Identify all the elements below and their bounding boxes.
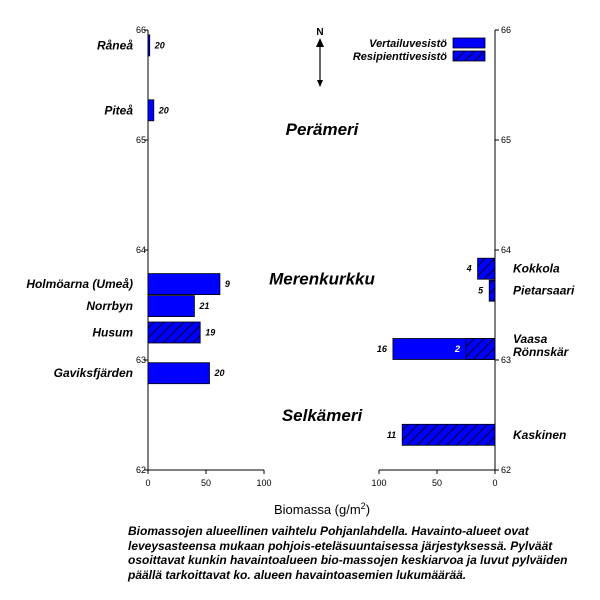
legend-swatch bbox=[453, 38, 485, 48]
left-x-tick-label: 50 bbox=[200, 478, 212, 488]
bar-right bbox=[489, 280, 495, 301]
bar-right bbox=[466, 339, 495, 360]
site-label: Holmöarna (Umeå) bbox=[26, 277, 133, 292]
site-label: Norrbyn bbox=[86, 299, 133, 314]
north-arrow-label: N bbox=[316, 27, 324, 38]
bar-count-label: 2 bbox=[454, 344, 460, 354]
x-axis-label-end: ) bbox=[365, 502, 371, 517]
legend-label: Resipienttivesistö bbox=[352, 51, 447, 63]
right-y-tick-label: 66 bbox=[501, 25, 512, 35]
x-axis-label bbox=[274, 501, 370, 517]
bar-right bbox=[402, 424, 495, 445]
left-y-tick-label: 66 bbox=[135, 25, 146, 35]
right-y-tick-label: 63 bbox=[501, 355, 512, 365]
site-label: Vaasa bbox=[513, 332, 548, 346]
site-label: Piteå bbox=[104, 103, 133, 118]
region-label: Merenkurkku bbox=[269, 269, 375, 289]
bar-count-label: 20 bbox=[154, 40, 165, 51]
bar-left bbox=[148, 296, 194, 317]
bar-count-label: 9 bbox=[224, 279, 230, 290]
region-label: Perämeri bbox=[285, 120, 359, 139]
right-y-tick-label: 64 bbox=[501, 245, 512, 255]
bar-right bbox=[478, 258, 495, 279]
left-y-tick-label: 62 bbox=[135, 465, 146, 475]
right-x-tick-label: 50 bbox=[431, 478, 443, 488]
region-label: Selkämeri bbox=[281, 406, 363, 425]
bar-left bbox=[148, 363, 209, 384]
left-x-tick-label: 100 bbox=[256, 478, 272, 488]
north-arrow-head bbox=[316, 38, 324, 47]
site-label: Pietarsaari bbox=[513, 283, 575, 298]
site-label: Husum bbox=[92, 325, 133, 340]
x-axis-label-main: Biomassa (g/m bbox=[273, 502, 361, 517]
site-label: Kaskinen bbox=[513, 427, 567, 442]
legend-label: Vertailuvesistö bbox=[369, 38, 447, 50]
bar-count-label: 19 bbox=[205, 327, 216, 338]
site-label: Rönnskär bbox=[513, 345, 569, 359]
labels bbox=[26, 38, 575, 441]
right-y-tick-label: 65 bbox=[501, 135, 512, 145]
bar-count-label: 16 bbox=[376, 344, 387, 354]
right-x-tick-label: 100 bbox=[371, 478, 387, 488]
bar-count-label: 4 bbox=[466, 263, 472, 274]
bar-left bbox=[148, 100, 154, 121]
left-x-tick-label: 0 bbox=[145, 478, 151, 488]
site-label: Gaviksfjärden bbox=[53, 366, 133, 381]
site-label: Råneå bbox=[96, 38, 133, 53]
right-x-tick-label: 0 bbox=[492, 478, 498, 488]
site-label: Kokkola bbox=[513, 261, 560, 276]
right-y-tick-label: 62 bbox=[501, 465, 512, 475]
bar-count-label: 21 bbox=[199, 301, 210, 312]
bar-left bbox=[148, 322, 200, 343]
legend-swatch bbox=[453, 51, 485, 61]
north-arrow-tail bbox=[317, 80, 323, 87]
bar-count-label: 11 bbox=[386, 429, 397, 440]
bar-left bbox=[148, 274, 220, 295]
left-y-tick-label: 64 bbox=[135, 245, 146, 255]
bar-count-label: 5 bbox=[478, 285, 484, 296]
bar-left bbox=[148, 35, 150, 56]
x-axis-label-sup: 2 bbox=[360, 501, 366, 511]
bar-count-label: 20 bbox=[214, 368, 225, 379]
legend bbox=[316, 27, 485, 87]
left-y-tick-label: 63 bbox=[135, 355, 146, 365]
figure-caption: Biomassojen alueellinen vaihtelu Pohjanlahdella. Havainto-alueet ovat leveysasteensa mukaan pohjois-eteläsuuntaisessa järjestyksessä. Pylväät osoittavat kunkin havaintoalueen bio-massojen keskiarvoa ja luvut pylväiden päällä tarkoittavat ko. alueen havaintoasemien lukumäärää. bbox=[128, 524, 568, 582]
left-y-tick-label: 65 bbox=[135, 135, 146, 145]
bars bbox=[148, 35, 495, 445]
bar-count-label: 20 bbox=[158, 105, 169, 116]
